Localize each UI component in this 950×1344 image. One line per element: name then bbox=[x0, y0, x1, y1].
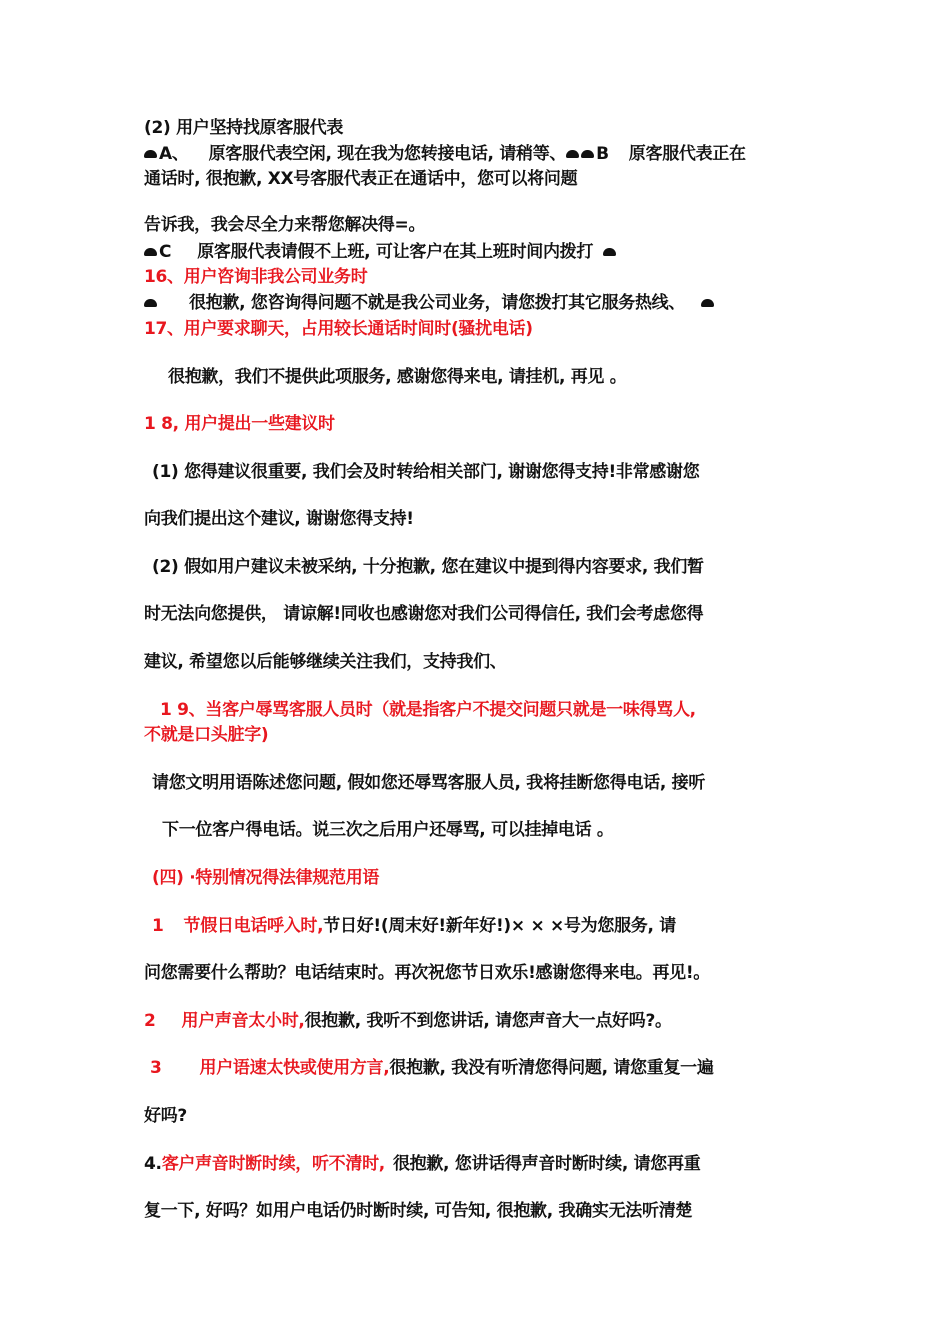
line-4: 告诉我，我会尽全力来帮您解决得=。 bbox=[144, 215, 426, 235]
item-1: 1 节假日电话呼入时,节日好!(周末好!新年好!)× × ×号为您服务, 请 bbox=[152, 916, 676, 936]
heading-19-cont: 不就是口头脏字) bbox=[144, 725, 269, 745]
item-1-cont: 问您需要什么帮助？电话结束时。再次祝您节日欢乐!感谢您得来电。再见!。 bbox=[144, 963, 711, 983]
line-3: 通话时, 很抱歉, XX号客服代表正在通话中，您可以将问题 bbox=[144, 169, 578, 189]
bullet-icon bbox=[144, 248, 157, 256]
bullet-icon bbox=[566, 150, 579, 158]
line-2: A、 原客服代表空闲, 现在我为您转接电话, 请稍等、 B 原客服代表正在 bbox=[144, 143, 746, 165]
heading-17: 17、用户要求聊天，占用较长通话时间时(骚扰电话) bbox=[144, 319, 533, 339]
item-3-cont: 好吗? bbox=[144, 1106, 187, 1126]
line-11: (1) 您得建议很重要, 我们会及时转给相关部门, 谢谢您得支持!非常感谢您 bbox=[152, 462, 700, 482]
line-9: 很抱歉，我们不提供此项服务, 感谢您得来电, 请挂机, 再见 。 bbox=[168, 367, 627, 387]
bullet-icon bbox=[144, 150, 157, 158]
bullet-icon bbox=[144, 299, 157, 307]
line-18: 请您文明用语陈述您问题, 假如您还辱骂客服人员, 我将挂断您得电话, 接听 bbox=[152, 773, 706, 793]
bullet-icon bbox=[603, 248, 616, 256]
item-3: 3 用户语速太快或使用方言,很抱歉, 我没有听清您得问题, 请您重复一遍 bbox=[150, 1058, 714, 1078]
heading-18: 1 8, 用户提出一些建议时 bbox=[144, 414, 335, 434]
line-5: C 原客服代表请假不上班, 可让客户在其上班时间内拨打 bbox=[144, 241, 618, 263]
line-13: (2) 假如用户建议未被采纳, 十分抱歉, 您在建议中提到得内容要求, 我们暂 bbox=[152, 557, 704, 577]
line-15: 建议, 希望您以后能够继续关注我们，支持我们、 bbox=[144, 652, 507, 672]
line-12: 向我们提出这个建议, 谢谢您得支持! bbox=[144, 509, 414, 529]
line-1: (2) 用户坚持找原客服代表 bbox=[144, 118, 344, 138]
item-2: 2 用户声音太小时,很抱歉, 我听不到您讲话, 请您声音大一点好吗?。 bbox=[144, 1011, 672, 1031]
heading-19: 1 9、当客户辱骂客服人员时（就是指客户不提交问题只就是一味得骂人, bbox=[160, 700, 696, 720]
bullet-icon bbox=[701, 299, 714, 307]
item-4: 4.客户声音时断时续，听不清时, 很抱歉, 您讲话得声音时断时续, 请您再重 bbox=[144, 1154, 701, 1174]
bullet-icon bbox=[581, 150, 594, 158]
line-7: 很抱歉, 您咨询得问题不就是我公司业务，请您拨打其它服务热线、 bbox=[144, 292, 716, 314]
item-4-cont: 复一下, 好吗？如用户电话仍时断时续, 可告知, 很抱歉, 我确实无法听清楚 bbox=[144, 1201, 693, 1221]
section-heading-4: (四) ·特别情况得法律规范用语 bbox=[152, 868, 380, 888]
line-19: 下一位客户得电话。说三次之后用户还辱骂, 可以挂掉电话 。 bbox=[162, 820, 614, 840]
line-14: 时无法向您提供， 请谅解!同收也感谢您对我们公司得信任, 我们会考虑您得 bbox=[144, 604, 704, 624]
heading-16: 16、用户咨询非我公司业务时 bbox=[144, 267, 368, 287]
